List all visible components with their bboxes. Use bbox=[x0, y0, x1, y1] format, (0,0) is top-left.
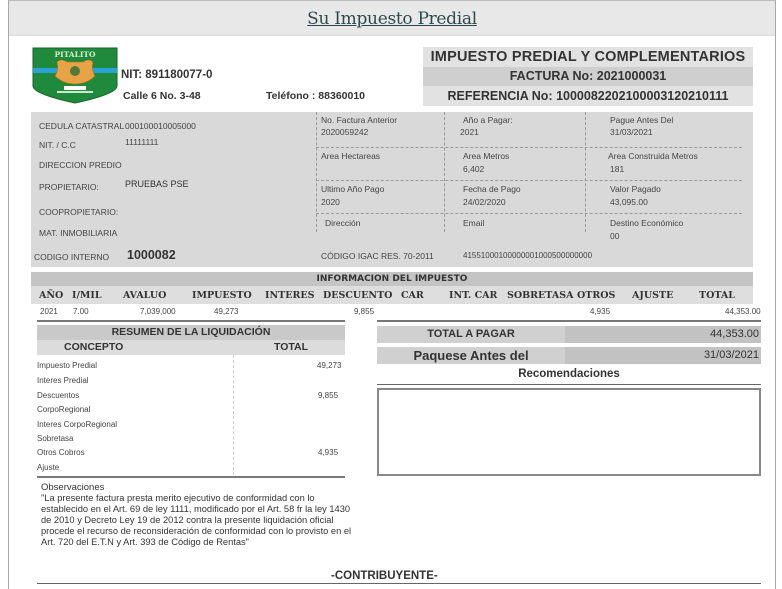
col-avaluo: AVALUO bbox=[123, 290, 167, 301]
pay-before-row bbox=[377, 347, 761, 364]
title-bar bbox=[9, 0, 775, 36]
area-metros-label: Area Metros bbox=[463, 151, 510, 161]
email-label: Email bbox=[463, 218, 485, 228]
factura-anterior-value: 2020059242 bbox=[321, 127, 369, 137]
cell-total: 44,353.00 bbox=[725, 307, 761, 316]
cedula-catastral-label: CEDULA CATASTRAL bbox=[39, 121, 125, 131]
cell-avaluo: 7,039,000 bbox=[140, 307, 176, 316]
col-imil: I/MIL bbox=[72, 290, 102, 301]
section-divider bbox=[37, 320, 345, 322]
recommendations-title: Recomendaciones bbox=[518, 368, 620, 380]
pay-before-label: Paquese Antes del bbox=[377, 347, 565, 364]
summary-header bbox=[37, 340, 345, 355]
summary-concepto: Impuesto Predial bbox=[37, 361, 98, 370]
pague-antes-value: 31/03/2021 bbox=[610, 127, 653, 137]
col-otros: OTROS bbox=[577, 290, 616, 301]
col-impuesto: IMPUESTO bbox=[192, 290, 252, 301]
summary-col-total: TOTAL bbox=[274, 341, 309, 353]
svg-text:PITALITO: PITALITO bbox=[54, 50, 96, 59]
section-divider bbox=[37, 476, 345, 478]
area-hectareas-label: Area Hectareas bbox=[321, 151, 381, 161]
total-to-pay-value: 44,353.00 bbox=[565, 326, 761, 343]
fecha-pago-label: Fecha de Pago bbox=[463, 184, 521, 194]
grid-divider bbox=[316, 112, 317, 232]
total-to-pay-row bbox=[377, 326, 761, 343]
invoice-header bbox=[423, 47, 753, 106]
issuer-phone: Teléfono : 88360010 bbox=[266, 90, 366, 102]
col-anio: AÑO bbox=[39, 290, 64, 301]
col-descuento: DESCUENTO bbox=[323, 290, 393, 301]
valor-pagado-value: 43,095.00 bbox=[610, 197, 648, 207]
copy-label: -CONTRIBUYENTE- bbox=[331, 570, 438, 582]
propietario-label: PROPIETARIO: bbox=[39, 182, 99, 192]
summary-total: 9,855 bbox=[318, 391, 339, 400]
cell-otros: 4,935 bbox=[590, 307, 611, 316]
mat-inmobiliaria-label: MAT. INMOBILIARIA bbox=[39, 228, 118, 238]
pay-before-value: 31/03/2021 bbox=[565, 347, 761, 364]
summary-total: 4,935 bbox=[318, 448, 339, 457]
page-title[interactable]: Su Impuesto Predial bbox=[307, 9, 477, 29]
invoice-type-title: IMPUESTO PREDIAL Y COMPLEMENTARIOS bbox=[423, 47, 753, 67]
grid-divider bbox=[444, 112, 445, 232]
codigo-interno-label: CODIGO INTERNO bbox=[34, 252, 110, 262]
section-divider bbox=[377, 320, 761, 322]
summary-concepto: Interes Predial bbox=[37, 376, 89, 385]
direccion-predio-label: DIRECCION PREDIO bbox=[39, 160, 122, 170]
grid-divider bbox=[316, 180, 742, 181]
section-divider bbox=[377, 384, 761, 385]
nit-cc-label: NIT. / C.C bbox=[39, 140, 76, 150]
col-car: CAR bbox=[401, 290, 424, 301]
summary-concepto: Ajuste bbox=[37, 463, 60, 472]
summary-total: 49,273 bbox=[317, 361, 342, 370]
copropietario-label: COOPROPIETARIO: bbox=[39, 207, 119, 217]
anio-pagar-value: 2021 bbox=[460, 127, 479, 137]
summary-concepto: Otros Cobros bbox=[37, 448, 85, 457]
col-interes: INTERES bbox=[265, 290, 315, 301]
footer-divider bbox=[37, 583, 761, 584]
total-to-pay-label: TOTAL A PAGAR bbox=[377, 326, 565, 343]
col-total: TOTAL bbox=[699, 290, 735, 301]
factura-anterior-label: No. Factura Anterior bbox=[321, 115, 398, 125]
cell-impuesto: 49,273 bbox=[214, 307, 239, 316]
summary-concepto: Descuentos bbox=[37, 391, 80, 400]
codigo-interno-value: 1000082 bbox=[127, 248, 176, 262]
direccion-label: Dirección bbox=[325, 218, 361, 228]
cell-descuento: 9,855 bbox=[354, 307, 375, 316]
ultimo-anio-value: 2020 bbox=[321, 197, 340, 207]
invoice-number: FACTURA No: 2021000031 bbox=[423, 67, 753, 86]
destino-value: 00 bbox=[610, 231, 620, 241]
col-sobretasa: SOBRETASA bbox=[507, 290, 574, 301]
grid-divider bbox=[585, 112, 586, 232]
cell-anio: 2021 bbox=[40, 307, 58, 316]
col-int-car: INT. CAR bbox=[449, 290, 498, 301]
propietario-value: PRUEBAS PSE bbox=[125, 179, 189, 189]
recommendations-box bbox=[377, 388, 761, 476]
summary-col-concepto: CONCEPTO bbox=[64, 341, 124, 353]
observations-text: "La presente factura presta merito ejecutivo de conformidad con lo establecido en el Art. 69 de ley 1111, modificado por el Art. 58 fr la ley 1430 de 2010 y Decreto Ley 19 de 2012 contra la presente liquidación oficial procede el recurso de reconsideración de conformidad con lo provisto en el Art. 720 del E.T.N y Art. 393 de Código de Rentas" bbox=[41, 493, 352, 548]
col-ajuste: AJUSTE bbox=[632, 290, 674, 301]
pague-antes-label: Pague Antes Del bbox=[610, 115, 674, 125]
igac-value: 41551000100000001000500000000 bbox=[463, 251, 593, 260]
anio-pagar-label: Año a Pagar: bbox=[463, 115, 513, 125]
area-metros-value: 6,402 bbox=[463, 164, 485, 174]
summary-concepto: CorpoRegional bbox=[37, 405, 91, 414]
grid-divider bbox=[316, 213, 742, 214]
area-construida-label: Area Construida Metros bbox=[608, 151, 698, 161]
cedula-catastral-value: 000100010005000 bbox=[125, 121, 196, 131]
municipality-logo-icon bbox=[31, 46, 119, 104]
destino-label: Destino Económico bbox=[610, 218, 684, 228]
ultimo-anio-label: Ultimo Año Pago bbox=[321, 184, 385, 194]
area-construida-value: 181 bbox=[610, 164, 625, 174]
summary-divider bbox=[233, 355, 234, 475]
property-info-panel bbox=[31, 112, 753, 267]
tax-info-title: INFORMACION DEL IMPUESTO bbox=[31, 272, 753, 286]
issuer-nit: NIT: 891180077-0 bbox=[121, 69, 213, 81]
summary-concepto: Sobretasa bbox=[37, 434, 74, 443]
igac-label: CÓDIGO IGAC RES. 70-2011 bbox=[321, 251, 434, 261]
fecha-pago-value: 24/02/2020 bbox=[463, 197, 506, 207]
grid-divider bbox=[316, 147, 742, 148]
summary-concepto: Interes CorpoRegional bbox=[37, 420, 118, 429]
tax-info-header-row bbox=[31, 286, 753, 304]
summary-title: RESUMEN DE LA LIQUIDACIÓN bbox=[37, 325, 345, 340]
nit-cc-value: 11111111 bbox=[125, 137, 159, 147]
observations-title: Observaciones bbox=[41, 482, 105, 493]
cell-imil: 7.00 bbox=[73, 307, 89, 316]
invoice-reference: REFERENCIA No: 1000082202100003120210111 bbox=[423, 86, 753, 106]
valor-pagado-label: Valor Pagado bbox=[610, 184, 661, 194]
issuer-address: Calle 6 No. 3-48 bbox=[123, 90, 201, 102]
invoice-page bbox=[8, 0, 776, 589]
